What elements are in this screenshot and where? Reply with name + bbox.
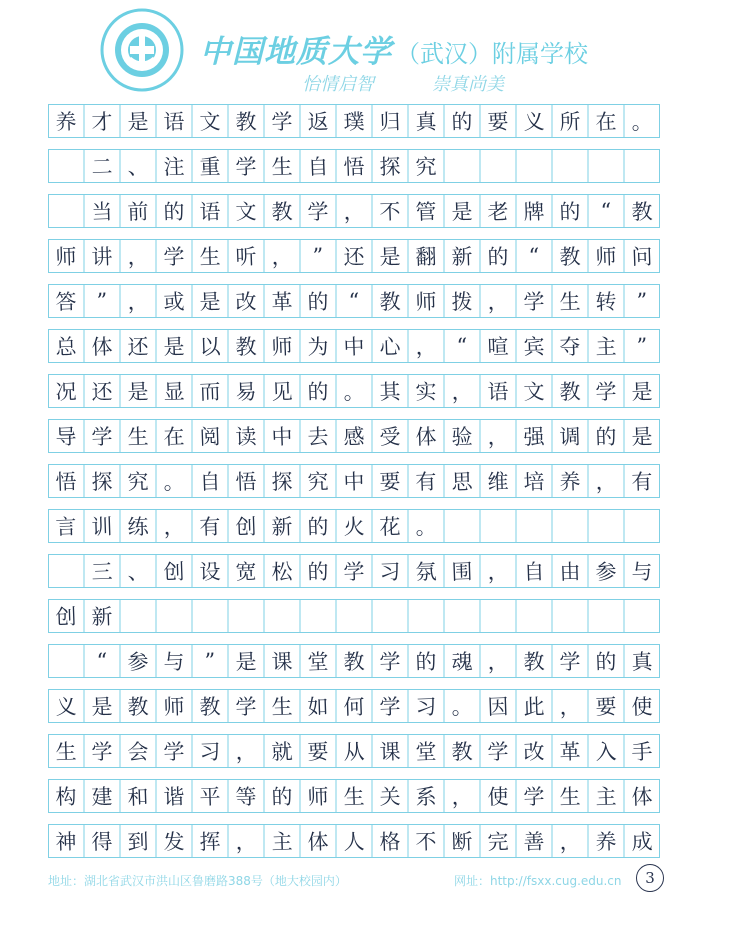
grid-character: 改: [235, 289, 257, 315]
grid-character: 当: [91, 199, 113, 225]
grid-character: 学: [271, 109, 293, 135]
grid-character: 是: [91, 694, 113, 720]
grid-character: 悟: [235, 469, 257, 495]
grid-character: 三: [91, 559, 113, 585]
grid-character: 的: [307, 514, 329, 540]
text-line: [48, 599, 660, 633]
grid-character: 生: [559, 289, 581, 315]
grid-character: 生: [343, 784, 365, 810]
text-line: [48, 419, 660, 453]
grid-character: 的: [307, 379, 329, 405]
grid-character: 究: [307, 469, 329, 495]
grid-character: 教: [199, 694, 221, 720]
grid-character: 新: [451, 244, 473, 270]
grid-character: 神: [55, 829, 77, 855]
grid-character: 易: [235, 379, 257, 405]
grid-character: 谐: [163, 784, 185, 810]
grid-character: 创: [55, 604, 77, 630]
grid-character: 自: [199, 469, 221, 495]
grid-character: 发: [163, 829, 185, 855]
grid-character: 新: [91, 604, 113, 630]
grid-character: 中: [343, 334, 365, 360]
grid-character: 调: [559, 424, 581, 450]
grid-character: ”: [636, 288, 648, 314]
grid-character: 听: [235, 244, 257, 270]
grid-character: 教: [559, 244, 581, 270]
grid-character: 学: [163, 739, 185, 765]
grid-character: 生: [271, 154, 293, 180]
grid-character: [47, 193, 84, 228]
grid-character: 语: [199, 199, 221, 225]
grid-character: 使: [631, 694, 653, 720]
text-line: [48, 554, 660, 588]
grid-character: 格: [379, 829, 401, 855]
grid-character: 夺: [559, 334, 581, 360]
grid-character: 创: [235, 514, 257, 540]
grid-character: 师: [307, 784, 329, 810]
grid-character: 是: [235, 649, 257, 675]
grid-character: 创: [163, 559, 185, 585]
grid-character: ，: [343, 199, 365, 225]
text-line: [48, 779, 660, 813]
grid-character: 学: [559, 649, 581, 675]
grid-character: ，: [487, 559, 509, 585]
text-line: [48, 149, 660, 183]
grid-character: 还: [91, 379, 113, 405]
grid-character: 语: [487, 379, 509, 405]
grid-character: 二: [91, 154, 113, 180]
grid-character: 究: [127, 469, 149, 495]
text-line: [48, 329, 660, 363]
grid-character: 教: [523, 649, 545, 675]
grid-character: “: [348, 288, 360, 314]
grid-character: 悟: [343, 154, 365, 180]
grid-character: 学: [523, 289, 545, 315]
grid-character: 建: [91, 784, 113, 810]
text-line: [48, 509, 660, 543]
grid-character: 有: [415, 469, 437, 495]
grid-character: 体: [631, 784, 653, 810]
grid-character: 体: [307, 829, 329, 855]
grid-character: 实: [415, 379, 437, 405]
grid-character: [47, 643, 84, 678]
grid-character: 此: [523, 694, 545, 720]
grid-character: 设: [199, 559, 221, 585]
grid-character: 生: [559, 784, 581, 810]
grid-character: 前: [127, 199, 149, 225]
grid-character: 归: [379, 109, 401, 135]
grid-character: 注: [163, 154, 185, 180]
grid-character: 不: [379, 199, 401, 225]
grid-character: 讲: [91, 244, 113, 270]
grid-character: 习: [379, 559, 401, 585]
grid-character: 教: [379, 289, 401, 315]
grid-character: 宾: [523, 334, 545, 360]
grid-character: ，: [235, 829, 257, 855]
grid-character: 的: [307, 289, 329, 315]
grid-character: 以: [199, 334, 221, 360]
grid-character: 等: [235, 784, 257, 810]
grid-character: 学: [379, 694, 401, 720]
grid-character: 自: [523, 559, 545, 585]
grid-character: [47, 553, 84, 588]
text-line: [48, 824, 660, 858]
grid-character: “: [96, 648, 108, 674]
grid-character: 强: [523, 424, 545, 450]
grid-character: 学: [235, 694, 257, 720]
grid-character: 璞: [343, 109, 365, 135]
grid-character: 是: [127, 109, 149, 135]
grid-character: ，: [487, 424, 509, 450]
grid-character: 拨: [451, 289, 473, 315]
grid-character: 围: [451, 559, 473, 585]
grid-character: 生: [55, 739, 77, 765]
grid-character: ”: [312, 243, 324, 269]
school-seal-logo: [100, 8, 184, 92]
grid-character: 的: [487, 244, 509, 270]
grid-character: 所: [559, 109, 581, 135]
grid-character: 在: [595, 109, 617, 135]
grid-character: 课: [379, 739, 401, 765]
grid-character: 感: [343, 424, 365, 450]
grid-character: 教: [451, 739, 473, 765]
footer-website: 网址：http://fsxx.cug.edu.cn: [454, 874, 622, 888]
grid-character: 师: [163, 694, 185, 720]
grid-character: 的: [415, 649, 437, 675]
grid-character: 去: [307, 424, 329, 450]
grid-character: 新: [271, 514, 293, 540]
grid-character: “: [456, 333, 468, 359]
grid-character: 挥: [199, 829, 221, 855]
grid-character: 文: [523, 379, 545, 405]
grid-character: ，: [235, 739, 257, 765]
grid-character: ，: [127, 289, 149, 315]
grid-character: 师: [271, 334, 293, 360]
grid-character: [47, 148, 84, 183]
grid-character: 。: [343, 379, 365, 405]
grid-character: 得: [91, 829, 113, 855]
grid-character: 管: [415, 199, 437, 225]
grid-character: 言: [55, 514, 77, 540]
text-line: [48, 284, 660, 318]
grid-character: 受: [379, 424, 401, 450]
grid-character: 使: [487, 784, 509, 810]
grid-character: 学: [91, 424, 113, 450]
grid-character: 为: [307, 334, 329, 360]
grid-character: 系: [415, 784, 437, 810]
grid-character: 。: [451, 694, 473, 720]
grid-character: 真: [631, 649, 653, 675]
grid-character: 验: [451, 424, 473, 450]
grid-character: 而: [199, 379, 221, 405]
grid-character: 探: [91, 469, 113, 495]
grid-character: 是: [199, 289, 221, 315]
grid-character: 老: [487, 199, 509, 225]
grid-character: 与: [163, 649, 185, 675]
grid-character: 训: [91, 514, 113, 540]
grid-character: 维: [487, 469, 509, 495]
grid-character: 的: [307, 559, 329, 585]
grid-character: 会: [127, 739, 149, 765]
grid-character: 到: [127, 829, 149, 855]
grid-character: 和: [127, 784, 149, 810]
grid-character: 要: [487, 109, 509, 135]
grid-character: 培: [523, 469, 545, 495]
grid-character: 构: [55, 784, 77, 810]
writing-grid: [48, 104, 660, 876]
grid-character: 由: [559, 559, 581, 585]
grid-character: 参: [127, 649, 149, 675]
grid-character: 的: [595, 649, 617, 675]
grid-character: 完: [487, 829, 509, 855]
grid-character: 。: [415, 514, 437, 540]
grid-character: 是: [631, 379, 653, 405]
grid-character: 自: [307, 154, 329, 180]
grid-character: 义: [55, 694, 77, 720]
grid-character: 翻: [415, 244, 437, 270]
text-line: [48, 689, 660, 723]
grid-character: 从: [343, 739, 365, 765]
grid-character: 究: [415, 154, 437, 180]
grid-character: 师: [415, 289, 437, 315]
grid-character: 主: [271, 829, 293, 855]
text-line: [48, 239, 660, 273]
grid-character: 导: [55, 424, 77, 450]
grid-character: 学: [379, 649, 401, 675]
grid-character: 学: [163, 244, 185, 270]
grid-character: 问: [631, 244, 653, 270]
grid-character: ，: [559, 829, 581, 855]
grid-character: 显: [163, 379, 185, 405]
grid-character: 松: [271, 559, 293, 585]
page-number: 3: [636, 864, 664, 892]
grid-character: 善: [523, 829, 545, 855]
grid-character: 学: [487, 739, 509, 765]
grid-character: 思: [451, 469, 473, 495]
grid-character: 有: [199, 514, 221, 540]
grid-character: 探: [379, 154, 401, 180]
grid-character: ，: [559, 694, 581, 720]
grid-character: 教: [235, 109, 257, 135]
grid-character: 参: [595, 559, 617, 585]
grid-character: 的: [451, 109, 473, 135]
grid-character: 课: [271, 649, 293, 675]
grid-character: 教: [235, 334, 257, 360]
grid-character: 的: [271, 784, 293, 810]
grid-character: 主: [595, 334, 617, 360]
text-line: [48, 464, 660, 498]
footer-address: 地址：湖北省武汉市洪山区鲁磨路388号（地大校园内）: [48, 874, 347, 888]
grid-character: 见: [271, 379, 293, 405]
text-line: [48, 104, 660, 138]
grid-character: 堂: [415, 739, 437, 765]
text-line: [48, 734, 660, 768]
text-line: [48, 194, 660, 228]
grid-character: 悟: [55, 469, 77, 495]
grid-character: 学: [235, 154, 257, 180]
grid-character: 火: [343, 514, 365, 540]
grid-character: 革: [271, 289, 293, 315]
grid-character: ，: [487, 649, 509, 675]
grid-character: 要: [595, 694, 617, 720]
grid-character: ，: [487, 289, 509, 315]
grid-character: ，: [127, 244, 149, 270]
grid-character: 其: [379, 379, 401, 405]
grid-character: ”: [96, 288, 108, 314]
grid-character: 要: [379, 469, 401, 495]
grid-character: 义: [523, 109, 545, 135]
grid-character: 平: [199, 784, 221, 810]
grid-character: 与: [631, 559, 653, 585]
school-name: [200, 26, 588, 70]
grid-character: 语: [163, 109, 185, 135]
grid-character: 师: [595, 244, 617, 270]
grid-character: ”: [636, 333, 648, 359]
grid-character: 教: [343, 649, 365, 675]
grid-character: 还: [343, 244, 365, 270]
grid-character: 是: [451, 199, 473, 225]
grid-character: 改: [523, 739, 545, 765]
grid-character: 入: [595, 739, 617, 765]
grid-character: 养: [55, 109, 77, 135]
grid-character: 况: [55, 379, 77, 405]
grid-character: 体: [415, 424, 437, 450]
grid-character: 堂: [307, 649, 329, 675]
grid-character: 的: [163, 199, 185, 225]
grid-character: 习: [415, 694, 437, 720]
grid-character: 手: [631, 739, 653, 765]
grid-character: 。: [631, 109, 653, 135]
grid-character: 返: [307, 109, 329, 135]
grid-character: 体: [91, 334, 113, 360]
grid-character: 何: [343, 694, 365, 720]
grid-character: 重: [199, 154, 221, 180]
grid-character: 关: [379, 784, 401, 810]
grid-character: 总: [55, 334, 77, 360]
grid-character: 生: [127, 424, 149, 450]
grid-character: 学: [343, 559, 365, 585]
grid-character: 是: [631, 424, 653, 450]
grid-character: 师: [55, 244, 77, 270]
grid-character: 是: [163, 334, 185, 360]
grid-character: 习: [199, 739, 221, 765]
grid-character: 不: [415, 829, 437, 855]
grid-character: 教: [271, 199, 293, 225]
grid-character: 要: [307, 739, 329, 765]
grid-character: 是: [127, 379, 149, 405]
grid-character: 因: [487, 694, 509, 720]
grid-character: 阅: [199, 424, 221, 450]
grid-character: 是: [379, 244, 401, 270]
grid-character: 如: [307, 694, 329, 720]
grid-character: 答: [55, 289, 77, 315]
grid-character: ，: [163, 514, 185, 540]
grid-character: 学: [307, 199, 329, 225]
grid-character: 革: [559, 739, 581, 765]
grid-character: 成: [631, 829, 653, 855]
grid-character: 的: [595, 424, 617, 450]
grid-character: 有: [631, 469, 653, 495]
grid-character: 主: [595, 784, 617, 810]
grid-character: 花: [379, 514, 401, 540]
school-motto-2: 崇真尚美: [432, 74, 504, 95]
grid-character: 文: [235, 199, 257, 225]
grid-character: ，: [451, 379, 473, 405]
grid-character: 养: [559, 469, 581, 495]
grid-character: 、: [127, 559, 149, 585]
grid-character: 养: [595, 829, 617, 855]
grid-character: 人: [343, 829, 365, 855]
grid-character: 中: [271, 424, 293, 450]
grid-character: 文: [199, 109, 221, 135]
grid-character: 。: [163, 469, 185, 495]
grid-character: ，: [415, 334, 437, 360]
grid-character: 学: [523, 784, 545, 810]
grid-character: 才: [91, 109, 113, 135]
grid-character: 的: [559, 199, 581, 225]
grid-character: 真: [415, 109, 437, 135]
grid-character: “: [528, 243, 540, 269]
grid-character: 生: [199, 244, 221, 270]
grid-character: 断: [451, 829, 473, 855]
school-name-suffix: （武汉）附属学校: [396, 40, 588, 68]
grid-character: 教: [631, 199, 653, 225]
grid-character: 探: [271, 469, 293, 495]
grid-character: 喧: [487, 334, 509, 360]
grid-character: 宽: [235, 559, 257, 585]
grid-character: 生: [271, 694, 293, 720]
text-line: [48, 644, 660, 678]
grid-character: 、: [127, 154, 149, 180]
grid-character: 中: [343, 469, 365, 495]
grid-character: 练: [127, 514, 149, 540]
grid-character: 教: [127, 694, 149, 720]
grid-character: ，: [595, 469, 617, 495]
grid-character: 还: [127, 334, 149, 360]
grid-character: 学: [595, 379, 617, 405]
school-motto-1: 怡情启智: [302, 74, 374, 95]
grid-character: 牌: [523, 199, 545, 225]
school-name-main: 中国地质大学: [200, 34, 392, 70]
grid-character: 读: [235, 424, 257, 450]
grid-character: ，: [271, 244, 293, 270]
grid-character: 教: [559, 379, 581, 405]
grid-character: 学: [91, 739, 113, 765]
grid-character: “: [600, 198, 612, 224]
grid-character: ”: [204, 648, 216, 674]
grid-character: 在: [163, 424, 185, 450]
grid-character: 心: [379, 334, 401, 360]
grid-character: 转: [595, 289, 617, 315]
text-line: [48, 374, 660, 408]
grid-character: 氛: [415, 559, 437, 585]
grid-character: 就: [271, 739, 293, 765]
grid-character: ，: [451, 784, 473, 810]
grid-character: 魂: [451, 649, 473, 675]
grid-character: 或: [163, 289, 185, 315]
